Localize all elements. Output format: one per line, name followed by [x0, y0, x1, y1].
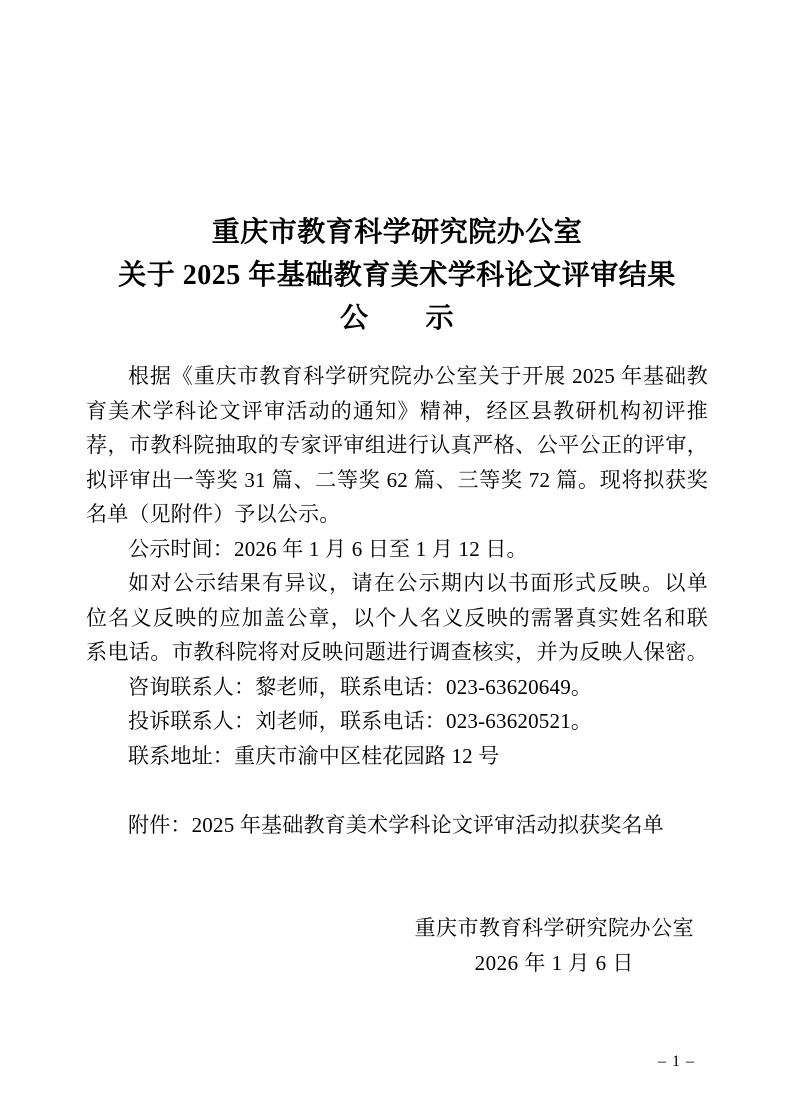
body-line-consult-contact: 咨询联系人：黎老师，联系电话：023-63620649。	[128, 674, 593, 699]
title-line-subject: 关于 2025 年基础教育美术学科论文评审结果	[118, 260, 676, 291]
signature-date: 2026 年 1 月 6 日	[474, 951, 634, 975]
body-line: 系电话。市教科院将对反映问题进行调查核实，并为反映人保密。	[86, 640, 708, 664]
document-body	[86, 359, 708, 842]
document-title	[86, 211, 708, 340]
body-line: 育美术学科论文评审活动的通知》精神，经区县教研机构初评推	[86, 398, 708, 423]
signature-org: 重庆市教育科学研究院办公室	[414, 916, 694, 940]
body-line-address: 联系地址：重庆市渝中区桂花园路 12 号	[128, 743, 500, 768]
body-line: 如对公示结果有异议，请在公示期内以书面形式反映。以单	[128, 571, 708, 595]
page-number: – 1 –	[658, 1053, 695, 1070]
body-line-public-period: 公示时间：2026 年 1 月 6 日至 1 月 12 日。	[128, 536, 528, 561]
body-line: 根据《重庆市教育科学研究院办公室关于开展 2025 年基础教	[128, 364, 708, 388]
title-line-org: 重庆市教育科学研究院办公室	[211, 217, 583, 248]
body-line: 名单（见附件）予以公示。	[86, 502, 341, 526]
body-line-complaint-contact: 投诉联系人：刘老师，联系电话：023-63620521。	[128, 709, 593, 733]
document-content	[86, 0, 708, 981]
body-line: 拟评审出一等奖 31 篇、二等奖 62 篇、三等奖 72 篇。现将拟获奖	[86, 467, 708, 492]
body-line: 位名义反映的应加盖公章，以个人名义反映的需署真实姓名和联	[86, 605, 708, 630]
body-line: 荐，市教科院抽取的专家评审组进行认真严格、公平公正的评审，	[86, 433, 708, 457]
body-line-attachment: 附件：2025 年基础教育美术学科论文评审活动拟获奖名单	[128, 812, 664, 837]
title-line-notice: 公 示	[339, 303, 454, 334]
signature-block	[415, 911, 695, 981]
